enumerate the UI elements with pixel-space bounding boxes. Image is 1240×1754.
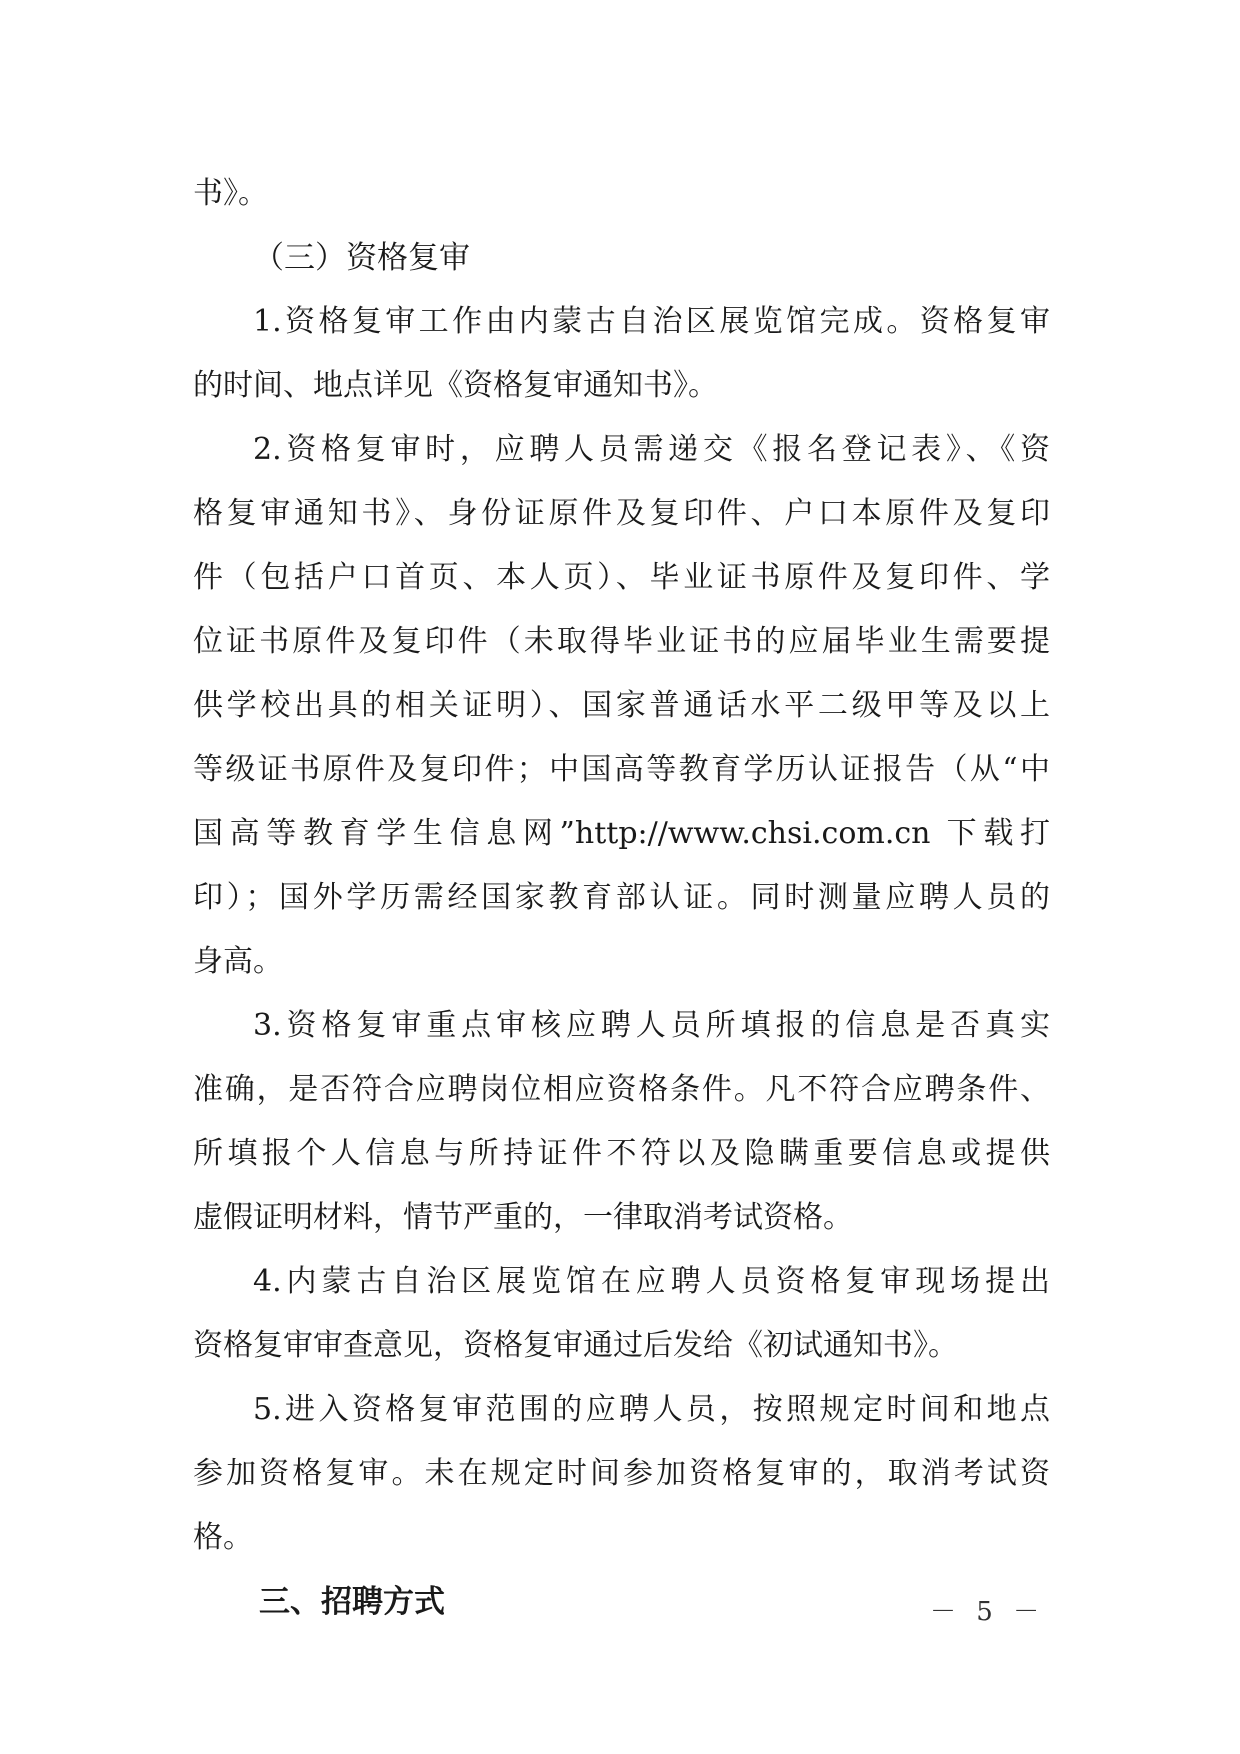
- paragraph-line: 格。: [193, 1520, 253, 1555]
- section-subheading: （三）资格复审: [253, 240, 470, 276]
- page-number: － 5 －: [930, 1597, 1046, 1627]
- document-body: [193, 162, 1050, 1634]
- paragraph-line: 5.进入资格复审范围的应聘人员，按照规定时间和地点: [253, 1392, 1050, 1427]
- paragraph-line: 等级证书原件及复印件；中国高等教育学历认证报告（从“中: [193, 752, 1050, 787]
- paragraph-line: 件（包括户口首页、本人页）、毕业证书原件及复印件、学: [193, 560, 1050, 595]
- paragraph-line: 虚假证明材料，情节严重的，一律取消考试资格。: [193, 1200, 853, 1235]
- paragraph-line: 印）；国外学历需经国家教育部认证。同时测量应聘人员的: [193, 880, 1050, 915]
- paragraph-line: 身高。: [193, 944, 283, 979]
- paragraph-line: 准确，是否符合应聘岗位相应资格条件。凡不符合应聘条件、: [193, 1072, 1050, 1107]
- paragraph-line: 国高等教育学生信息网”http://www.chsi.com.cn 下载打: [193, 816, 1050, 851]
- paragraph-line: 2.资格复审时，应聘人员需递交《报名登记表》、《资: [253, 432, 1050, 467]
- paragraph-line: 所填报个人信息与所持证件不符以及隐瞒重要信息或提供: [193, 1136, 1050, 1171]
- paragraph-line: 书》。: [193, 176, 268, 211]
- paragraph-line: 格复审通知书》、身份证原件及复印件、户口本原件及复印: [193, 496, 1050, 531]
- section-heading: 三、招聘方式: [259, 1584, 445, 1620]
- paragraph-line: 位证书原件及复印件（未取得毕业证书的应届毕业生需要提: [193, 624, 1050, 659]
- paragraph-line: 的时间、地点详见《资格复审通知书》。: [193, 368, 718, 403]
- paragraph-line: 4.内蒙古自治区展览馆在应聘人员资格复审现场提出: [253, 1264, 1050, 1299]
- paragraph-line: 资格复审审查意见，资格复审通过后发给《初试通知书》。: [193, 1328, 958, 1363]
- paragraph-line: 参加资格复审。未在规定时间参加资格复审的，取消考试资: [193, 1456, 1050, 1491]
- paragraph-line: 1.资格复审工作由内蒙古自治区展览馆完成。资格复审: [253, 304, 1050, 339]
- paragraph-line: 供学校出具的相关证明）、国家普通话水平二级甲等及以上: [193, 688, 1050, 723]
- paragraph-line: 3.资格复审重点审核应聘人员所填报的信息是否真实: [253, 1008, 1050, 1043]
